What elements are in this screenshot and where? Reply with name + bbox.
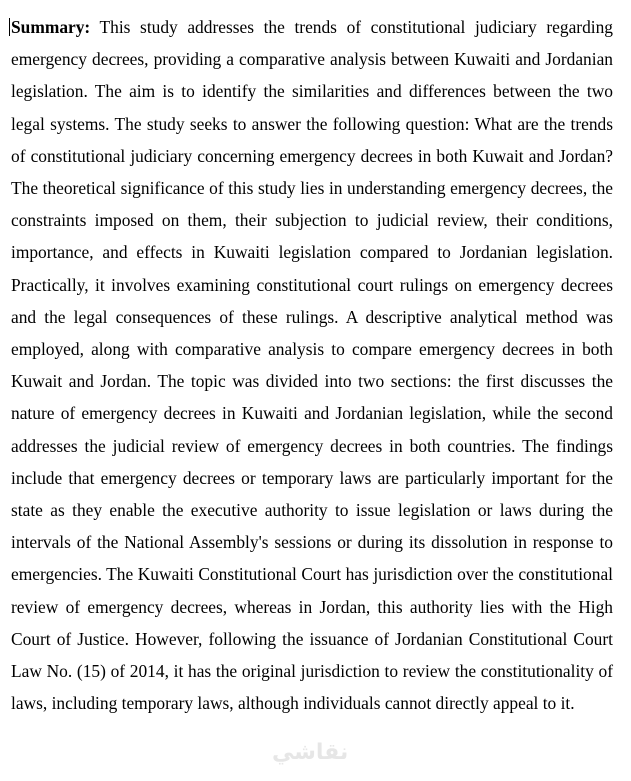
- text-cursor: [9, 18, 10, 36]
- summary-body: This study addresses the trends of constitutional judiciary regarding emergency decrees, providing a comparative analysis between Kuwaiti and Jordanian legislation. The aim is to identify the similarities and differences between the two legal systems. The study seeks to answer the following question: What are the trends of constitutional judiciary concerning emergency decrees in both Kuwait and Jordan? The theoretical significance of this study lies in understanding emergency decrees, the constraints imposed on them, their subjection to judicial review, their conditions, importance, and effects in Kuwaiti legislation compared to Jordanian legislation. Practically, it involves examining constitutional court rulings on emergency decrees and the legal consequences of these rulings. A descriptive analytical method was employed, along with comparative analysis to compare emergency decrees in both Kuwait and Jordan. The topic was divided into two sections: the first discusses the nature of emergency decrees in Kuwaiti and Jordanian legislation, while the second addresses the judicial review of emergency decrees in both countries. The findings include that emergency decrees or temporary laws are particularly important for the state as they enable the executive authority to issue legislation or laws during the intervals of the National Assembly's sessions or during its dissolution in response to emergencies. The Kuwaiti Constitutional Court has jurisdiction over the constitutional review of emergency decrees, whereas in Jordan, this authority lies with the High Court of Justice. However, following the issuance of Jordanian Constitutional Court Law No. (15) of 2014, it has the original jurisdiction to review the constitutionality of laws, including temporary laws, although individuals cannot directly appeal to it.: [11, 17, 613, 714]
- summary-heading: Summary:: [11, 17, 91, 37]
- summary-paragraph: [11, 11, 613, 719]
- document-page: [11, 11, 613, 719]
- watermark-logo: نقاشي: [272, 740, 349, 765]
